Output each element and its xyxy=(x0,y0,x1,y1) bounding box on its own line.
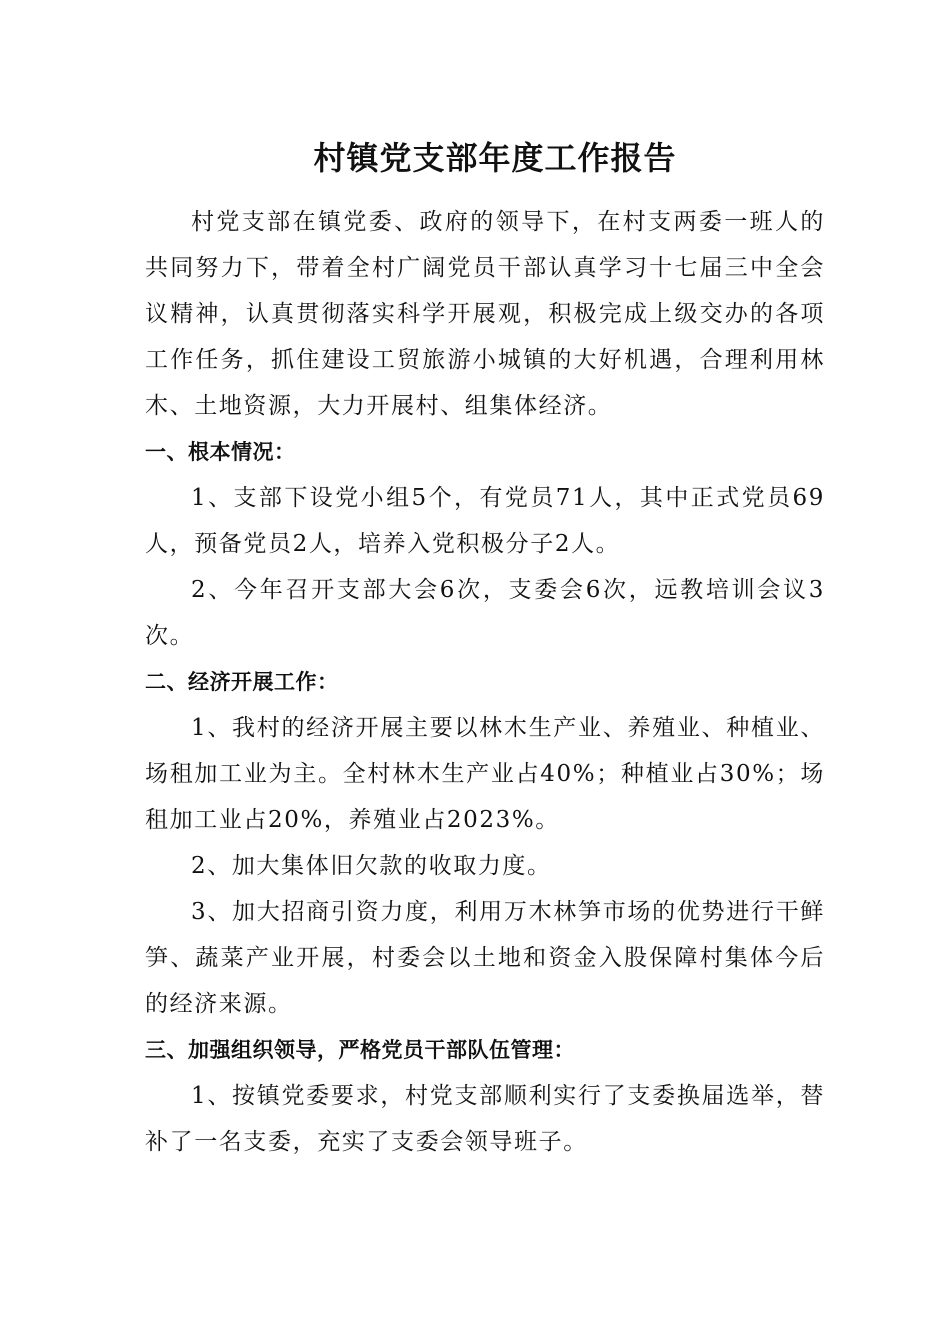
paragraph: 3、加大招商引资力度，利用万木林笋市场的优势进行干鲜笋、蔬菜产业开展，村委会以土地和资金入股保障村集体今后的经济来源。 xyxy=(145,899,825,1017)
paragraph: 2、加大集体旧欠款的收取力度。 xyxy=(191,853,552,879)
section-heading-organization: 三、加强组织领导，严格党员干部队伍管理： xyxy=(145,1038,575,1062)
intro-paragraph: 村党支部在镇党委、政府的领导下，在村支两委一班人的共同努力下，带着全村广阔党员干部认真学习十七届三中全会议精神，认真贯彻落实科学开展观，积极完成上级交办的各项工作任务，抓住建设工贸旅游小城镇的大好机遇，合理利用林木、土地资源，大力开展村、组集体经济。 xyxy=(145,209,825,419)
document-title: 村镇党支部年度工作报告 xyxy=(313,139,677,177)
paragraph: 1、支部下设党小组5个，有党员71人，其中正式党员69人，预备党员2人，培养入党积极分子2人。 xyxy=(145,485,825,557)
paragraph: 1、按镇党委要求，村党支部顺利实行了支委换届选举，替补了一名支委，充实了支委会领导班子。 xyxy=(145,1083,825,1155)
paragraph: 2、今年召开支部大会6次，支委会6次，远教培训会议3次。 xyxy=(145,577,825,649)
section-heading-basic-situation: 一、根本情况： xyxy=(145,440,296,464)
paragraph: 1、我村的经济开展主要以林木生产业、养殖业、种植业、场租加工业为主。全村林木生产业占40%；种植业占30%；场租加工业占20%，养殖业占2023%。 xyxy=(145,715,825,833)
document-body xyxy=(145,199,825,1165)
section-heading-economic-work: 二、经济开展工作： xyxy=(145,670,339,694)
